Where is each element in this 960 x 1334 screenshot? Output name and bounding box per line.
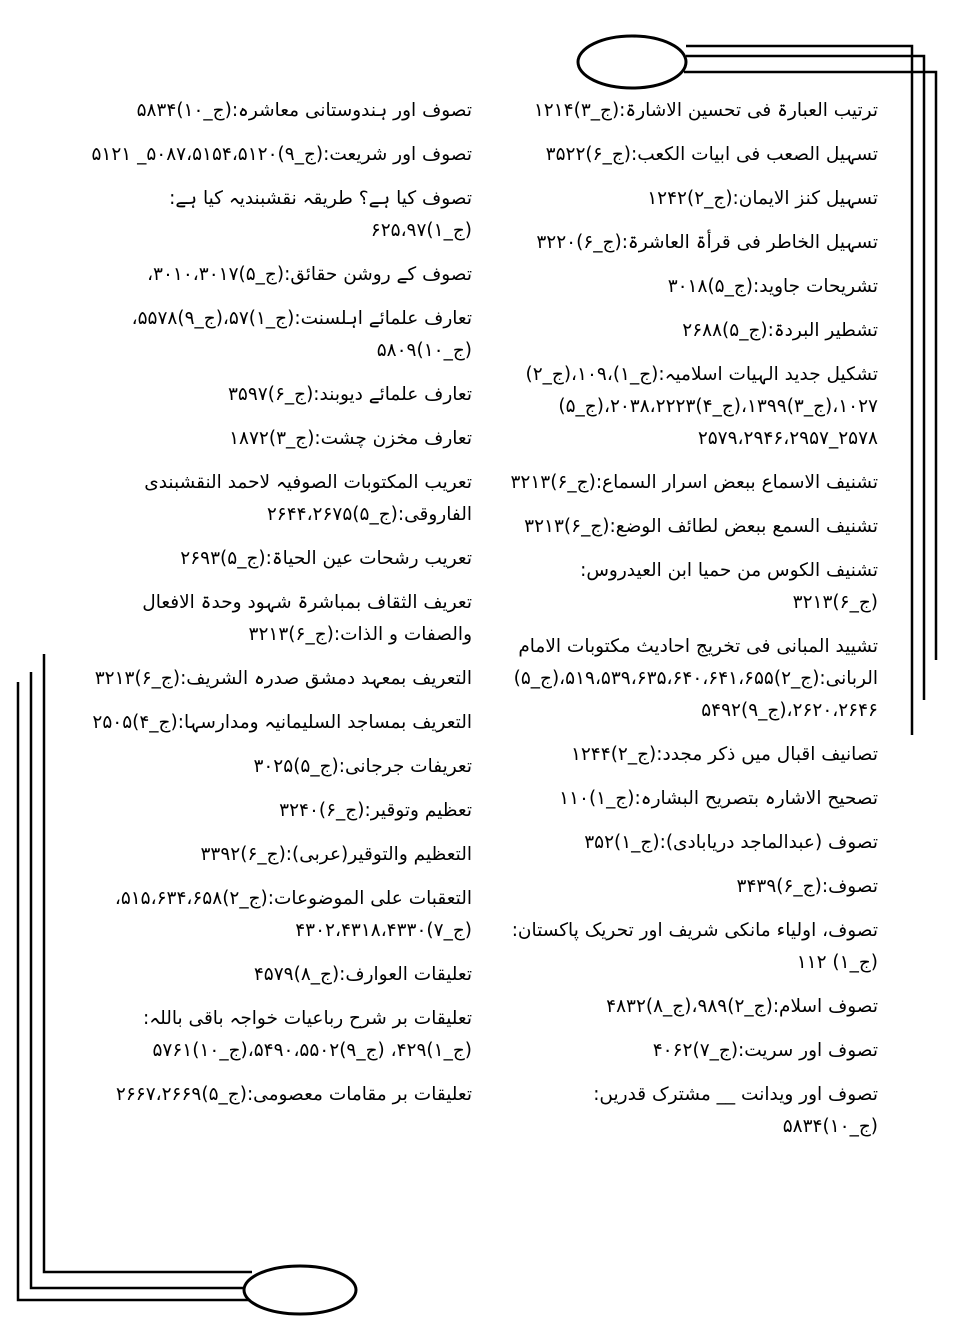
index-entry: تصوف اور سریت:(ج_۷)۴۰۶۲ <box>652 1040 878 1061</box>
index-entry: تعلیقات بر مقامات معصومی:(ج_۵)۲۶۶۷،۲۶۶۹ <box>115 1084 472 1105</box>
index-entry: تصوف کے روشن حقائق:(ج_۵)۳۰۱۰،۳۰۱۷، <box>147 264 472 285</box>
index-entry: تصوف کیا ہے؟ طریقہ نقشبندیہ کیا ہے:(ج_۱)۶۲۵،۹۷ <box>169 188 472 241</box>
top-oval-ornament <box>578 36 686 88</box>
index-entry: التعقبات علی الموضوعات:(ج_۲)۵۱۵،۶۳۴،۶۵۸، (ج_۷)۴۳۰۲،۴۳۱۸،۴۳۳۰ <box>114 888 472 941</box>
index-entry: ترتیب العبارۃ فی تحسین الاشارۃ:(ج_۳)۱۲۱۴ <box>533 100 878 121</box>
index-entry: تعریب رشحات عین الحیاۃ:(ج_۵)۲۶۹۳ <box>180 548 472 569</box>
index-entry: التعظیم والتوقیر(عربی):(ج_۶)۳۳۹۲ <box>200 844 472 865</box>
index-entry: تسہیل کنز الایمان:(ج_۲)۱۲۴۲ <box>647 188 878 209</box>
index-entry: تسہیل الخاطر فی قرأۃ العاشرۃ:(ج_۶)۳۲۲۰ <box>536 232 878 253</box>
index-entry: تشنیف الاسماع ببعض اسرار السماع:(ج_۶)۳۲۱۳ <box>510 472 878 493</box>
index-entry: تصوف اور شریعت:(ج_۹)۵۰۸۷،۵۱۵۴،۵۱۲۰_ ۵۱۲۱ <box>91 144 472 165</box>
index-entry: تصوف (عبدالماجد دریابادی):(ج_۱)۳۵۲ <box>584 832 878 853</box>
index-entry: تعلیقات بر شرح رباعیات خواجہ باقی باللہ:(ج_۱)۴۲۹، (ج_۹)۵۴۹۰،۵۵۰۲،(ج_۱۰)۵۷۶۱ <box>143 1008 472 1061</box>
index-entry: التعریف بمعہد دمشق صدرہ الشریف:(ج_۶)۳۲۱۳ <box>94 668 472 689</box>
index-entry: تصوف اور ہندوستانی معاشرہ:(ج_۱۰)۵۸۳۴ <box>136 100 472 121</box>
index-column-left <box>72 95 472 1123</box>
index-entry: تشنیف السمع ببعض لطائف الوضع:(ج_۶)۳۲۱۳ <box>524 516 878 537</box>
index-entry: تعریب المکتوبات الصوفیہ لاحمد النقشبندی الفاروقی:(ج_۵)۲۶۴۴،۲۶۷۵ <box>144 472 472 525</box>
index-entry: تشیید المبانی فی تخریج احادیث مکتوبات الامام الربانی:(ج_۲)۵۱۹،۵۳۹،۶۳۵،۶۴۰،۶۴۱،۶۵۵،(ج_۵) ۲۶۲۰،۲۶۴۶،(ج_۹)۵۴۹۲ <box>513 636 878 721</box>
index-entry: تصحیح الاشارہ بتصریح البشارہ:(ج_۱)۱۱۰ <box>559 788 878 809</box>
index-entry: تصوف، اولیاء مانکی شریف اور تحریک پاکستان:(ج_۱) ۱۱۲ <box>511 920 878 973</box>
index-entry: تعارف مخزن چشت:(ج_۳)۱۸۷۲ <box>229 428 472 449</box>
index-column-right <box>500 95 878 1155</box>
index-entry: تشریحات جاوید:(ج_۵)۳۰۱۸ <box>667 276 878 297</box>
index-entry: تعارف علمائے دیوبند:(ج_۶)۳۵۹۷ <box>227 384 472 405</box>
index-entry: تصوف اسلام:(ج_۲)۹۸۹،(ج_۸)۴۸۳۲ <box>606 996 878 1017</box>
index-entry: تعریفات جرجانی:(ج_۵)۳۰۲۵ <box>253 756 472 777</box>
index-entry: تعلیقات العوارف:(ج_۸)۴۵۷۹ <box>253 964 472 985</box>
index-entry: تسہیل الصعب فی ابیات الکعب:(ج_۶)۳۵۲۲ <box>545 144 878 165</box>
index-entry: تصوف:(ج_۶)۳۴۳۹ <box>736 876 878 897</box>
index-entry: تعظیم وتوقیر:(ج_۶)۳۲۴۰ <box>279 800 472 821</box>
index-entry: التعریف بمساجد السلیمانیہ ومدارسہا:(ج_۴)۲۵۰۵ <box>92 712 472 733</box>
index-entry: تشکیل جدید الہیات اسلامیہ:(ج_۱)،۱۰۹،(ج_۲) ۱۰۲۷،(ج_۳)۱۳۹۹،(ج_۴)۲۰۳۸،۲۲۲۳،(ج_۵) ۲۵۷۸_۲۵۷۹،۲۹۴۶،۲۹۵۷ <box>525 364 878 449</box>
bottom-oval-ornament <box>244 1266 356 1314</box>
index-entry: تعارف علمائے اہلسنت:(ج_۱)۵۷،(ج_۹)۵۵۷۸، (ج_۱۰)۵۸۰۹ <box>131 308 472 361</box>
index-entry: تشطیر البردۃ:(ج_۵)۲۶۸۸ <box>682 320 878 341</box>
index-entry: تصانیف اقبال میں ذکر مجدد:(ج_۲)۱۲۴۴ <box>570 744 878 765</box>
index-entry: تصوف اور ویدانت __ مشترک قدریں:(ج_۱۰)۵۸۳۴ <box>593 1084 878 1137</box>
index-entry: تشنیف الکوس من حمیا ابن العیدروس:(ج_۶)۳۲۱۳ <box>580 560 878 613</box>
index-entry: تعریف الثقاف بمباشرۃ شہود وحدۃ الافعال والصفات و الذات:(ج_۶)۳۲۱۳ <box>142 592 472 645</box>
